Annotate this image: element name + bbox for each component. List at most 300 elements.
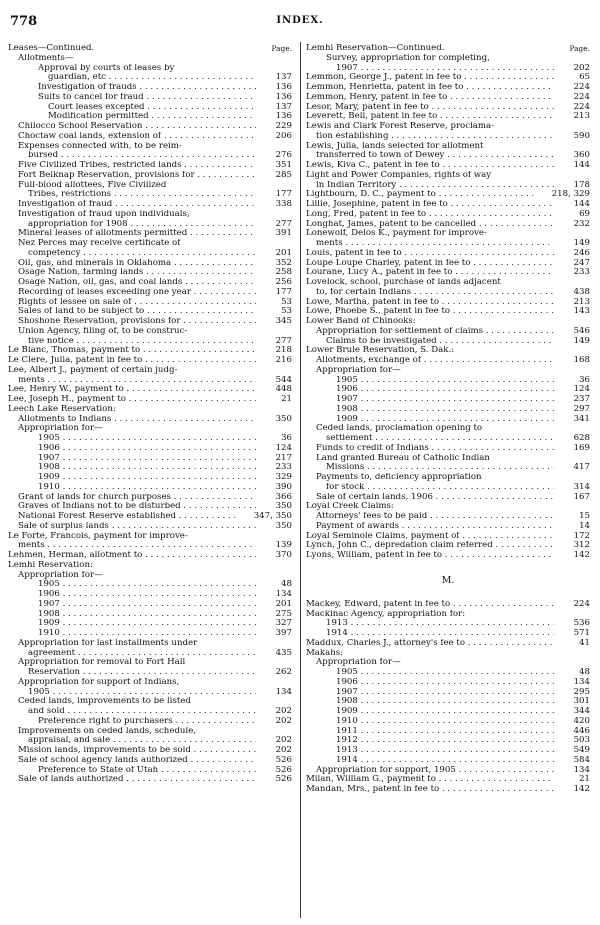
entry-page: 216 (256, 356, 292, 366)
entry-text: ments (316, 239, 343, 248)
index-entry (306, 181, 590, 191)
entry-text: 1909 (336, 707, 358, 716)
index-entry (8, 327, 292, 337)
index-column-left (8, 44, 292, 785)
entry-text: ments (18, 375, 45, 385)
entry-text: tive notice (28, 336, 74, 346)
entry-page: 350 (256, 415, 292, 425)
index-entry (8, 532, 292, 542)
index-entry (306, 775, 590, 785)
entry-text: Ceded lands, improvements to be listed (18, 697, 191, 707)
entry-text: Choctaw coal lands, extension of (18, 131, 162, 141)
entry-text: Fort Belknap Reservation, provisions for (18, 170, 195, 180)
entry-page: 224 (554, 83, 590, 93)
index-entry (8, 756, 292, 766)
entry-page: 224 (554, 93, 590, 103)
index-entry (8, 366, 292, 376)
index-entry (8, 415, 292, 425)
index-entry (8, 181, 292, 191)
entry-text: Five Civilized Tribes, restricted lands (18, 161, 182, 170)
entry-page: 218 (256, 346, 292, 356)
index-entry (306, 151, 590, 161)
entry-page: 136 (256, 93, 292, 103)
entry-text: Leverett, Bell, patent in fee to (306, 112, 438, 122)
index-entry (8, 697, 292, 707)
index-entry (8, 356, 292, 366)
entry-page: 124 (554, 385, 590, 395)
entry-page: 142 (554, 551, 590, 561)
entry-text: Missions (326, 463, 365, 473)
entry-page: 628 (554, 434, 590, 444)
entry-text: Lemhi Reservation: (8, 560, 93, 570)
index-entry (8, 463, 292, 473)
entry-page: 536 (554, 619, 590, 629)
entry-text: Leech Lake Reservation: (8, 404, 116, 414)
entry-page: 134 (554, 766, 590, 776)
entry-text: 1910 (38, 482, 60, 492)
entry-text: Lovelock, school, purchase of lands adjacent (306, 278, 501, 287)
entry-page: 224 (554, 600, 590, 610)
entry-text: Lee, Henry W., payment to (8, 385, 124, 395)
index-entry (8, 210, 292, 220)
entry-page: 178 (554, 181, 590, 191)
index-entry (306, 454, 590, 464)
entry-text: Preference right to purchasers (38, 716, 173, 726)
entry-text: Lehmen, Herman, allotment to (8, 551, 143, 560)
entry-page: 213 (554, 112, 590, 122)
entry-text: Lonewolf, Delos K., payment for improve- (306, 229, 487, 239)
entry-text: 1905 (38, 580, 60, 590)
entry-page: 546 (554, 327, 590, 337)
entry-page: 41 (554, 639, 590, 649)
entry-page: 213 (554, 298, 590, 308)
entry-text: Union Agency, filing of, to be construc- (18, 326, 188, 336)
entry-page: 177 (256, 190, 292, 200)
index-entry (8, 678, 292, 688)
index-entry (306, 444, 590, 454)
entry-page: 142 (554, 785, 590, 795)
entry-text: 1907 (336, 63, 358, 73)
entry-text: Tribes, restrictions (28, 190, 112, 200)
index-entry (306, 532, 590, 542)
index-entry (8, 171, 292, 181)
entry-text: Sales of land to be subject to (18, 307, 145, 317)
entry-text: Sale of school agency lands authorized (18, 755, 188, 765)
entry-page: 446 (554, 727, 590, 737)
entry-text: 1914 (326, 629, 348, 638)
entry-page: 338 (256, 200, 292, 210)
index-entry (306, 288, 590, 298)
entry-text: Investigation of fraud upon individuals, (18, 209, 190, 219)
index-entry (306, 249, 590, 259)
entry-page: 136 (256, 112, 292, 122)
entry-text: Reservation (28, 668, 81, 677)
entry-text: Payments to, deficiency appropriation (316, 473, 482, 482)
entry-text: Chilocco School Reservation (18, 122, 143, 131)
index-entry (8, 317, 292, 327)
entry-text: 1911 (336, 726, 358, 736)
entry-page: 169 (554, 444, 590, 454)
entry-text: 1908 (336, 404, 358, 414)
entry-text: Suits to cancel for fraud (38, 92, 144, 102)
entry-text: National Forest Reserve established (18, 512, 177, 521)
entry-text: appropriation for 1908 (28, 219, 128, 229)
index-entry (306, 688, 590, 698)
entry-page: 53 (256, 298, 292, 308)
entry-page: 285 (256, 171, 292, 181)
spacer (306, 590, 590, 600)
entry-text: Appropriation for— (316, 365, 401, 375)
entry-page: 134 (256, 590, 292, 600)
entry-text: Appropriation for settlement of claims (316, 326, 484, 336)
page-column-label: Page. (271, 44, 292, 53)
entry-page: 391 (256, 229, 292, 239)
entry-page: 136 (256, 83, 292, 93)
entry-page: 247 (554, 259, 590, 269)
entry-page: 301 (554, 697, 590, 707)
index-entry (306, 278, 590, 288)
index-entry (8, 639, 292, 649)
index-entry (8, 473, 292, 483)
index-entry (306, 64, 590, 74)
entry-page: 233 (554, 268, 590, 278)
entry-text: Loupe Loupe Charley, patent in fee to (306, 258, 471, 268)
entry-text: Court leases excepted (48, 102, 145, 112)
entry-text: Lowe, Phoebe S., patent in fee to (306, 307, 451, 317)
index-entry (306, 658, 590, 668)
entry-page: 327 (256, 619, 292, 629)
entry-text: guardian, etc (48, 73, 106, 83)
entry-page: 360 (554, 151, 590, 161)
entry-text: Shoshone Reservation, provisions for (18, 317, 181, 326)
entry-page: 201 (256, 249, 292, 259)
index-entry (8, 619, 292, 629)
entry-page: 544 (256, 376, 292, 386)
index-entry (8, 658, 292, 668)
entry-text: tion establishing (316, 131, 389, 141)
index-entry (8, 405, 292, 415)
entry-text: Makahs: (306, 648, 344, 658)
entry-text: Investigation of frauds (38, 83, 137, 92)
index-entry (306, 746, 590, 756)
entry-text: 1908 (38, 463, 60, 473)
index-entry (306, 610, 590, 620)
index-entry (8, 73, 292, 83)
entry-text: Loyal Creek Claims: (306, 502, 394, 512)
entry-text: Improvements on ceded lands, schedule, (18, 726, 197, 736)
entry-page: 237 (554, 395, 590, 405)
index-entry (8, 610, 292, 620)
entry-page: 144 (554, 200, 590, 210)
entry-page: 137 (256, 73, 292, 83)
index-entry (8, 249, 292, 259)
index-entry (8, 346, 292, 356)
index-entry (8, 502, 292, 512)
entry-text: Grant of lands for church purposes (18, 492, 171, 502)
entry-page: 21 (256, 395, 292, 405)
entry-page: 526 (256, 766, 292, 776)
index-entry (306, 697, 590, 707)
entry-text: Attorneys' fees to be paid (316, 512, 428, 521)
index-entry (306, 395, 590, 405)
index-entry (306, 434, 590, 444)
entry-text: Sale of surplus lands (18, 521, 109, 531)
index-entry (306, 541, 590, 551)
entry-page: 417 (554, 463, 590, 473)
entry-text: Osage Nation, oil, gas, and coal lands (18, 278, 183, 287)
entry-page: 202 (256, 707, 292, 717)
entry-page: 139 (256, 541, 292, 551)
entry-text: 1907 (38, 599, 60, 609)
entry-text: Payment of awards (316, 521, 400, 531)
entry-page: 48 (554, 668, 590, 678)
index-entry (306, 103, 590, 113)
index-entry (8, 493, 292, 503)
index-entry (306, 707, 590, 717)
entry-page: 341 (554, 415, 590, 425)
entry-text: 1906 (336, 677, 358, 687)
entry-text: Lee, Joseph H., payment to (8, 395, 126, 404)
entry-text: Lower Brule Reservation, S. Dak.: (306, 346, 455, 356)
index-entry (8, 64, 292, 74)
entry-text: 1913 (336, 746, 358, 755)
entry-text: agreement (28, 648, 76, 658)
index-entry (306, 210, 590, 220)
entry-page: 571 (554, 629, 590, 639)
index-entry (306, 473, 590, 483)
entry-text: Milan, William G., payment to (306, 775, 436, 785)
entry-text: Lower Band of Chinooks: (306, 317, 416, 326)
index-entry (8, 580, 292, 590)
entry-page: 526 (256, 756, 292, 766)
index-entry (8, 376, 292, 386)
entry-page: 312 (554, 541, 590, 551)
entry-text: Lemmon, George J., patent in fee to (306, 73, 462, 83)
entry-text: Mackey, Edward, patent in fee to (306, 599, 451, 609)
entry-text: Preference to State of Utah (38, 765, 159, 775)
index-entry (306, 83, 590, 93)
entry-page: 202 (256, 717, 292, 727)
index-entry (8, 649, 292, 659)
entry-text: Le Forte, Francois, payment for improve- (8, 531, 188, 541)
entry-text: 1907 (336, 687, 358, 697)
entry-text: Survey, appropriation for completing, (326, 53, 490, 63)
continued-heading (306, 44, 590, 54)
entry-text: Mission lands, improvements to be sold (18, 746, 191, 755)
entry-text: Appropriation for— (18, 424, 103, 434)
index-entry (8, 522, 292, 532)
column-divider (300, 42, 301, 918)
entry-page: 329 (256, 473, 292, 483)
index-entry (306, 756, 590, 766)
entry-page: 448 (256, 385, 292, 395)
entry-text: Allotments— (18, 53, 74, 63)
index-entry (306, 200, 590, 210)
index-entry (306, 112, 590, 122)
entry-page: 526 (256, 775, 292, 785)
entry-page: 549 (554, 746, 590, 756)
entry-page: 314 (554, 483, 590, 493)
entry-text: Lillie, Josephine, patent in fee to (306, 200, 448, 209)
index-entry (306, 629, 590, 639)
index-entry (306, 307, 590, 317)
entry-page: 206 (256, 132, 292, 142)
index-entry (8, 688, 292, 698)
index-entry (306, 142, 590, 152)
entry-page: 177 (256, 288, 292, 298)
index-entry (8, 93, 292, 103)
entry-page: 134 (256, 688, 292, 698)
index-entry (306, 73, 590, 83)
index-entry (8, 444, 292, 454)
running-title: INDEX. (276, 15, 324, 26)
entry-page: 143 (554, 307, 590, 317)
index-entry (8, 337, 292, 347)
index-entry (306, 512, 590, 522)
index-entry (306, 190, 590, 200)
index-entry (306, 736, 590, 746)
entry-text: 1913 (326, 619, 348, 629)
entry-page: 172 (554, 532, 590, 542)
spacer (306, 561, 590, 571)
index-entry (306, 483, 590, 493)
entry-text: Lowe, Martha, patent in fee to (306, 297, 440, 307)
index-entry (306, 122, 590, 132)
index-entry (8, 239, 292, 249)
entry-page: 36 (256, 434, 292, 444)
entry-page: 277 (256, 337, 292, 347)
entry-page: 438 (554, 288, 590, 298)
entry-text: 1912 (336, 736, 358, 746)
entry-text: Mineral leases of allotments permitted (18, 229, 188, 239)
entry-page: 276 (256, 151, 292, 161)
entry-page: 258 (256, 268, 292, 278)
index-entry (8, 200, 292, 210)
entry-page: 53 (256, 307, 292, 317)
entry-page: 21 (554, 775, 590, 785)
index-entry (306, 346, 590, 356)
index-entry (8, 229, 292, 239)
index-entry (8, 434, 292, 444)
entry-page: 347, 350 (238, 512, 292, 522)
index-entry (8, 727, 292, 737)
entry-page: 202 (256, 746, 292, 756)
entry-page: 124 (256, 444, 292, 454)
index-entry (306, 678, 590, 688)
entry-text: Rights of lessee on sale of (18, 297, 132, 307)
index-entry (8, 512, 292, 522)
index-column-right (306, 44, 590, 795)
entry-page: 218, 329 (536, 190, 590, 200)
entry-text: competency (28, 248, 81, 258)
entry-text: 1909 (336, 414, 358, 424)
index-entry (8, 717, 292, 727)
entry-page: 137 (256, 103, 292, 113)
entry-text: Mandan, Mrs., patent in fee to (306, 785, 440, 794)
entry-text: Lemmon, Henry, patent in fee to (306, 92, 448, 102)
entry-text: Full-blood allottees, Five Civilized (18, 180, 167, 190)
index-entry (306, 727, 590, 737)
index-entry (8, 298, 292, 308)
entry-text: Claims to be investigated (326, 336, 437, 346)
entry-page: 144 (554, 161, 590, 171)
entry-page: 295 (554, 688, 590, 698)
entry-page: 350 (256, 522, 292, 532)
index-entry (306, 132, 590, 142)
page-header (0, 14, 600, 28)
index-entry (306, 220, 590, 230)
entry-text: Lemhi Reservation—Continued. (306, 44, 445, 53)
index-entry (8, 268, 292, 278)
entry-page: 202 (256, 736, 292, 746)
index-entry (306, 600, 590, 610)
entry-text: 1907 (38, 453, 60, 463)
index-entry (8, 746, 292, 756)
entry-page: 345 (256, 317, 292, 327)
entry-text: Lewis and Clark Forest Reserve, proclama- (306, 122, 495, 131)
index-entry (306, 424, 590, 434)
entry-text: 1909 (38, 473, 60, 482)
entry-text: Long, Fred, patent in fee to (306, 209, 427, 219)
entry-text: Sale of lands authorized (18, 775, 124, 785)
index-entry (306, 522, 590, 532)
index-entry (8, 151, 292, 161)
index-entry (306, 502, 590, 512)
index-entry (8, 288, 292, 298)
entry-page: 217 (256, 454, 292, 464)
entry-text: 1914 (336, 755, 358, 765)
entry-text: Appropriation for support of Indians, (18, 677, 180, 687)
index-entry (306, 229, 590, 239)
entry-page: 69 (554, 210, 590, 220)
entry-text: Mackinac Agency, appropriation for: (306, 609, 466, 619)
entry-page: 167 (554, 493, 590, 503)
entry-text: Modification permitted (48, 112, 149, 122)
index-entry (8, 142, 292, 152)
entry-text: 1906 (38, 443, 60, 453)
entry-text: Lesor, Mary, patent in fee to (306, 102, 429, 112)
entry-text: Lemmon, Henrietta, patent in fee to (306, 83, 464, 92)
entry-page: 297 (554, 405, 590, 415)
entry-text: Land granted Bureau of Catholic Indian (316, 453, 490, 463)
entry-page: 202 (554, 64, 590, 74)
entry-text: bursed (28, 151, 59, 161)
entry-text: Lyons, William, patent in fee to (306, 551, 443, 560)
index-entry (8, 590, 292, 600)
entry-text: Expenses connected with, to be reim- (18, 141, 182, 151)
entry-text: and sold (28, 707, 65, 716)
entry-text: Light and Power Companies, rights of way (306, 170, 492, 180)
index-entry (8, 122, 292, 132)
entry-text: Leases—Continued. (8, 44, 95, 53)
entry-page: 435 (256, 649, 292, 659)
entry-text: 1905 (38, 434, 60, 443)
entry-text: 1909 (38, 619, 60, 629)
index-entry (8, 190, 292, 200)
entry-page: 584 (554, 756, 590, 766)
index-entry (8, 278, 292, 288)
entry-page: 397 (256, 629, 292, 639)
index-entry (8, 54, 292, 64)
index-entry (8, 395, 292, 405)
index-entry (8, 571, 292, 581)
entry-page: 229 (256, 122, 292, 132)
entry-text: Recording of leases exceeding one year (18, 287, 191, 297)
entry-text: Louis, patent in fee to (306, 248, 402, 258)
index-entry (306, 668, 590, 678)
index-entry (306, 551, 590, 561)
entry-page: 420 (554, 717, 590, 727)
